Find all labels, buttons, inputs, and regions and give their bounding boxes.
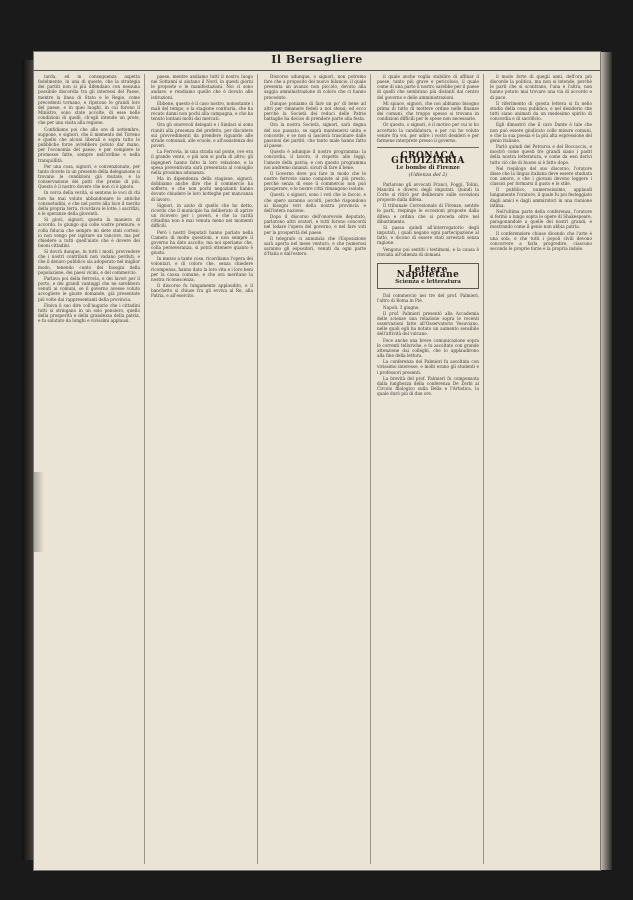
- binding-shadow: [22, 60, 34, 860]
- paragraph: Il conferenziere chiuse dicendo che l'arte è una sola, e che tutti i popoli civili devono concorrere a farla progredire, ciascuno secondo le proprie forze e la propria indole.: [490, 230, 592, 251]
- paragraph: Il pubblico, numerosissimo, applaudì lungamente l'oratore, il quale fu poi festeggiato dagli amici e dagli ammiratori in una riunione intima.: [490, 187, 592, 208]
- paragraph: La brevità del prof. Palmieri fu compensata dalla lunghezza della conferenza De Zerbi al Circolo filologico sulla Bella e l'Artistica, la quale durò più di due ore.: [377, 375, 479, 397]
- cronaca-subtitle: Le bombe di Firenze: [396, 165, 460, 172]
- paragraph: Questi, o signori, sono i voti che io faccio, e che spero saranno accolti, perchè rispondono ai bisogni veri della nostra provincia e dell'intera nazione.: [264, 192, 366, 213]
- column-1: [38, 74, 145, 864]
- paragraph: La Ferrovia, in una strada sul ponte, ove era il grande vento, e più non si parla di altro; gli ingegneri hanno fatto la loro relazione, e la spesa preventivata sarà presentata al consiglio nella prossima adunanza.: [151, 149, 253, 175]
- paragraph: In mezzo a tante cose, ricordiamo l'opera dei volontari, e di coloro che, senza chiedere ricompensa, hanno dato la loro vita e i loro beni per la causa comune, e che ora meritano la nostra riconoscenza.: [151, 256, 253, 282]
- paragraph: paese, mentre andiamo tutti il nostro luogo nei Sottanni si aiutano il Nord, in questi giorni le proposte e le manifestazioni. Noi ci sono andare, e rendiamo quello che è dovuto alle istituzioni.: [151, 74, 253, 100]
- divider: [377, 147, 479, 148]
- paragraph: Signori, in aiuto di quello che ho detto, ricordo che il municipio ha deliberato di aprire un ricovero per i poveri, e che la carità cittadina non è mai venuta meno nei momenti difficili.: [151, 202, 253, 229]
- paragraph: La conferenza del Palmieri fu ascoltata con vivissimo interesse, e molti erano gli studenti e i professori presenti.: [377, 359, 479, 375]
- paragraph: Il prof. Palmieri presentò alla Accademia delle scienze una relazione sopra le recenti osservazioni fatte all'Osservatorio Vesuviano, nelle quali egli ha notato un aumento sensibile dell'attività del vulcano.: [377, 310, 479, 337]
- lettere-box: [377, 263, 479, 289]
- column-4: [377, 74, 484, 864]
- paragraph: Il discorso fu lungamente applaudito, e il banchetto si chiuse fra gli evviva al Re, alla Patria, e all'esercito.: [151, 283, 253, 299]
- masthead: Il Bersagliere: [271, 53, 363, 66]
- cronaca-title: CRONACA GIUDIZIARIA: [391, 151, 465, 167]
- paragraph: Si passa quindi all'interrogatorio degli imputati, i quali negano ogni partecipazione al fatto, e dicono di essere stati arrestati senza ragione.: [377, 224, 479, 246]
- paragraph: tarda, ed in conseguenza aspetta fedelmente, in una di queste, che la strategia dei partiti non si piú difendano con nessuna possibile discordia tra gli interessi del Paese, mentre la linea di Stato e le Regie, come precedenti tornano, e ripetono le grandi loro del paese, e in quei luoghi, in cui furono il Ministro, sono state accolte, di esse nelle condizioni di quelli, ch'egli intende un prete, che per una visita alla regione.: [38, 74, 140, 126]
- cronaca-note: (Udienza del 2): [408, 171, 448, 178]
- paragraph: Or questo, o signori, è il motivo per cui io ho accettato la candidatura, e per cui ho voluto venire fra voi, per udire i vostri desideri e per farmene interprete presso il governo.: [377, 122, 479, 143]
- page-edge: [600, 52, 612, 870]
- paragraph: Questo è adunque il nostro programma: la concordia, il lavoro, il rispetto alle leggi, l'amore della patria; e con questo programma noi andremo innanzi, sicuri di fare il bene.: [264, 149, 366, 170]
- page-header: [34, 52, 600, 71]
- paragraph: Parlarono gli avvocati Franci, Foggi, Tolini, Mancini e diversi degli imputati. Quindi la Corte si ritirò per deliberare sulle eccezioni proposte dalla difesa.: [377, 181, 479, 203]
- lettere-body: [377, 293, 479, 396]
- columns: [38, 74, 596, 864]
- paragraph: Napoli, 3 giugno.: [383, 304, 420, 310]
- paragraph: Ora gli onorevoli delegati e i Sindaci si sono riuniti alla presenza del prefetto, per discutere sui provvedimenti da prendere riguardo alle strade comunali, alle scuole, e all'assistenza dei poveri.: [151, 122, 253, 149]
- paragraph: Discorso adunque, o signori, non potremo fare che a proposito del nuovo bilancio, il quale presenta un avanzo non piccolo, dovuto alla saggia amministrazione di coloro che ci hanno preceduto.: [264, 74, 366, 100]
- paragraph: Il telegrafo ci annunzia che l'Esposizione sarà aperta nel mese venturo, e che numerosi saranno gli espositori, venuti da ogni parte d'Italia e dall'estero.: [264, 235, 366, 257]
- paragraph: Parlava poi della ferrovia, e dei lavori per il porto, e dei grandi vantaggi che ne sarebbero venuti ai comuni, se il governo avesse voluto accogliere le giuste domande, già presentate piú volte dai rappresentanti della provincia.: [38, 275, 140, 302]
- paragraph: il quale anche voglia stabilire di affinar il paese, tanto più grave e pericoloso, il quale come di una parte il nostro sarebbe per il paese di quelli che sembrano più distanti dal centro del governo e delle amministrazioni.: [377, 74, 479, 100]
- paragraph: Il riferimento di questa lettera si fa nello studio della cosa pubblica, e nel desiderio che tutti siano animati da un medesimo spirito di concordia e di sacrificio.: [490, 100, 592, 122]
- paragraph: Per una cosa, signori, e convenzionate, per tanto dovete in un presente della delegazione si trovano le condizioni già mutate, e la conservazione dei patti che preme di più. Questo è il nostro dovere che non ci è ignoto.: [38, 163, 140, 190]
- paragraph: Parlò quindi del Petrarca e del Boccaccio, e mostrò come questi tre grandi siano i padri della nostra letteratura, e come da essi derivi tutto ciò che di buono si è fatto dopo.: [490, 144, 592, 165]
- paragraph: In cerca della verità, si sentono le voci di chi non ha mai voluto abbandonare le antiche consuetudini, e che nel porre alla luce il merito della propria terra, ricordava le lotte, i sacrifizi, e le speranze della gioventù.: [38, 190, 140, 217]
- column-3: [264, 74, 371, 864]
- paragraph: Confidiamo poi che alle ore di settembre, suppone, e signori, che il memento del Tirreno e quello che alcuni liberali e sopra tutto le pubbliche forze avrebbero potuto dar mano, per l'economia del paese, e per compiere le promesse fatte, sempre nell'ordine e nella tranquillità.: [38, 126, 140, 163]
- paragraph: Ma in dipendenza della stagione, signori, dobbiamo anche dire che il commercio ha sofferto, e che non pochi negozianti hanno dovuto chiudere le loro botteghe per mancanza di lavoro.: [151, 175, 253, 202]
- paragraph: Ora la nostra Società, signori, sarà degna del suo passato, se saprà mantenersi unita e concorde, e se non si lascierà trascinare dalle passioni dei partiti, che tanto male hanno fatto al paese.: [264, 122, 366, 149]
- paragraph: Vengono poi sentiti i testimoni, e la causa è rinviata all'udienza di domani.: [377, 246, 479, 257]
- paragraph: Il tribunale Correzionale di Firenze, sentite le parti, respinge le eccezioni proposte dalla difesa e ordina che si proceda oltre nel dibattimento.: [377, 203, 479, 224]
- paragraph: Fece anche una breve comunicazione sopra le correnti telluriche, e fu ascoltato con grande attenzione dai colleghi, che lo applaudirono alla fine della lettura.: [377, 337, 479, 359]
- column-5: [490, 74, 596, 864]
- paragraph: Mi spiace, signori, che noi abbiamo bisogno prima di tutto di mettere ordine nelle finanze dei comuni, che troppo spesso si trovano in condizioni difficili per le spese non necessarie.: [377, 100, 479, 122]
- column-4-text: [377, 74, 479, 143]
- paragraph: Ebbene, questo è il caso nostro, nonostante i mali del tempo, e la stagione contraria, che ha recato danni non pochi alla campagna, e che ha tenuto lontani molti dai mercati.: [151, 100, 253, 122]
- newspaper-page: [34, 52, 600, 870]
- paragraph: Nel riepilogo del suo discorso, l'oratore disse che la lingua italiana deve essere studiata con amore, e che i giovani devono leggere i classici per formarsi il gusto e lo stile.: [490, 165, 592, 187]
- cronaca-body: [377, 182, 479, 257]
- paragraph: Si giovi, signori, questa la maniera di accordo. Io giungo qui colle vostre premure, e colla fiducia che sempre mi siete stati cortesi; io non vengo per ispirare un rancore, ma per chiedere a tutti quell'aiuto che è dovere dei buoni cittadini.: [38, 217, 140, 248]
- paragraph: Il Governo deve poi fare in modo che le nostre ferrovie siano compiute al piú presto, perchè senza di esse il commercio non può prosperare, e le nostre città rimangono isolate.: [264, 170, 366, 192]
- paragraph: Si dovrà dunque, in tutti i modi, provvedere che i nostri contributi non vadano perduti, e che il denaro pubblico sia adoperato nel miglior modo, tenendo conto dei bisogni della popolazione, dei paesi vicini, e del commercio.: [38, 249, 140, 275]
- paragraph: Dal commercio nei tre del prof. Palmieri, l'altro di Roma in Piè.: [377, 293, 479, 304]
- paragraph: Però i nostri Deputati hanno parlato nella Camera di molte questioni, e non sempre il governo ha dato ascolto; ma noi speriamo che, colla perseveranza, si potrà ottenere quanto è giusto.: [151, 229, 253, 256]
- lettere-title: Lettere Napoletane: [396, 264, 460, 280]
- paragraph: Egli dimostrò che il caro Dante è tale che non può essere giudicato colle misure comuni, e che la sua poesia è la più alta espressione del genio italiano.: [490, 122, 592, 143]
- lettere-subtitle: Scienza e letteratura: [395, 279, 461, 286]
- paragraph: Dopo il discorso dell'onorevole deputato, parlarono altri oratori, e tutti furono concordi nel lodare l'opera del governo, e nel fare voti per la prosperità del paese.: [264, 214, 366, 235]
- column-2: [151, 74, 258, 864]
- paragraph: Nell'ultima parte della conferenza, l'oratore si fermò a lungo sopra le opere di Shakespeare, paragonandole a quelle dei nostri grandi, e mostrando come il genio non abbia patria.: [490, 208, 592, 230]
- paragraph: il modo forte di quegli anni, dell'ora più discorde la politica, ma non si intende, perchè le parti che si scontrano, l'una e l'altra, non hanno potuto mai trovare una via di accordo e di pace.: [490, 74, 592, 100]
- paragraph: Finiva il suo dire coll'augurio che i cittadini tutti si stringano in un solo pensiero, quello della prosperità e della grandezza della patria, e fu salutato da lunghi e vivissimi applausi.: [38, 302, 140, 324]
- paragraph: Dunque poniamo di fare un po' di bene ad altri per rimanere fedeli a noi stessi; ed ecco perchè la Società dei reduci delle Patrie battaglie ha deciso di prendere parte alla festa.: [264, 100, 366, 122]
